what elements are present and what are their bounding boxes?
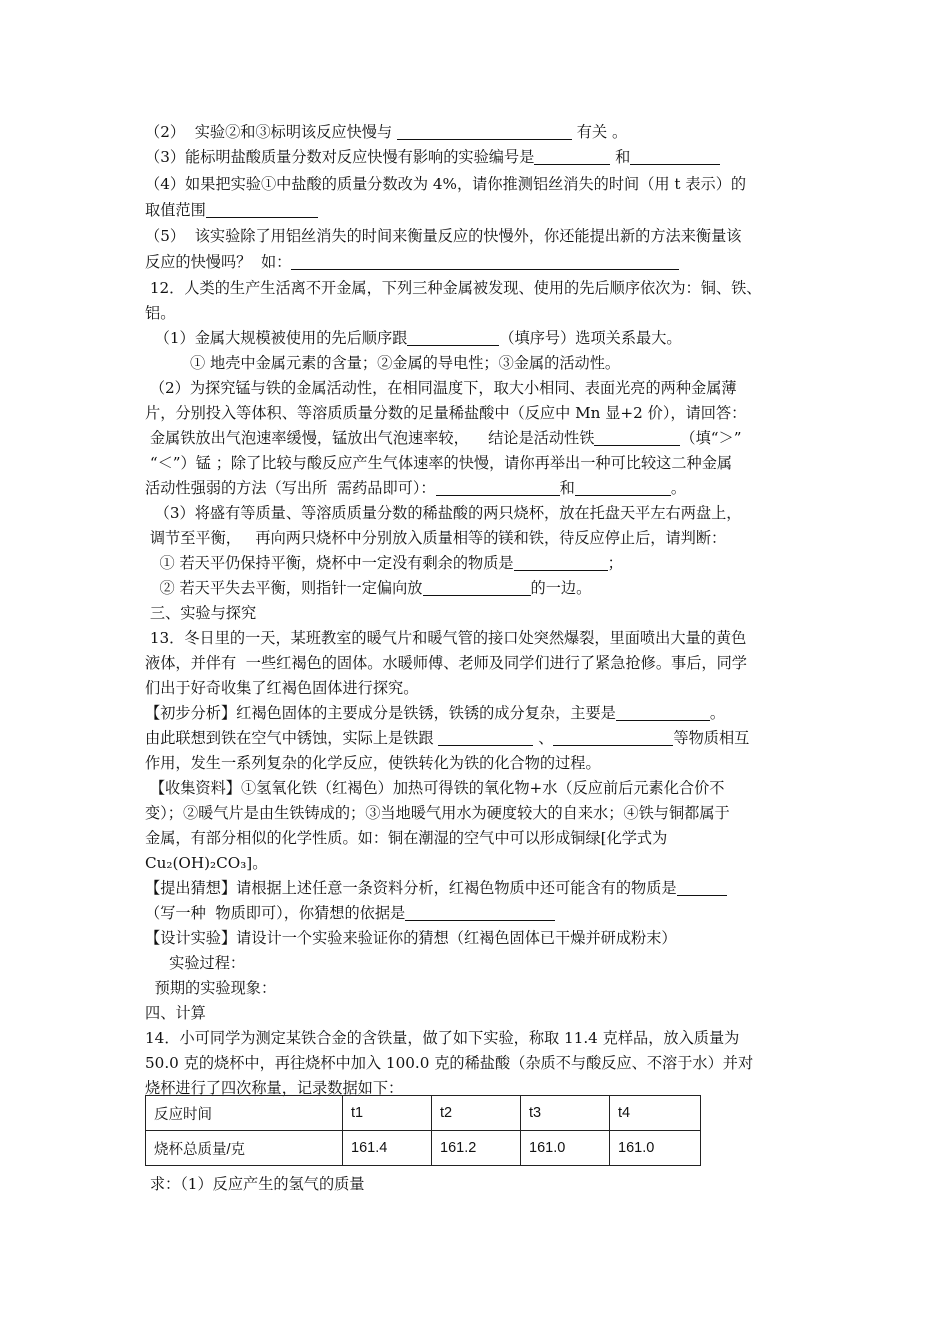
answer-blank[interactable]	[438, 729, 533, 746]
text: （写一种 物质即可），你猜想的依据是	[145, 904, 406, 922]
text: 和	[610, 148, 631, 166]
text: 12．人类的生产生活离不开金属，下列三种金属被发现、使用的先后顺序依次为：铜、铁、	[145, 279, 762, 297]
answer-blank[interactable]	[616, 704, 710, 721]
text: 【设计实验】请设计一个实验来验证你的猜想（红褐色固体已干燥并研成粉末）	[145, 929, 677, 947]
experiment-process	[145, 951, 245, 975]
text: “＜”）锰 ；除了比较与酸反应产生气体速率的快慢，请你再举出一种可比较这二种金属	[145, 454, 733, 472]
text: 预期的实验现象：	[145, 979, 277, 997]
text: 变）；②暖气片是由生铁铸成的；③当地暖气用水为硬度较大的自来水；④铁与铜都属于	[145, 804, 730, 822]
question-11-part-5-cont	[145, 250, 679, 274]
text: （4）如果把实验①中盐酸的质量分数改为 4%，请你推测铝丝消失的时间（用 t 表示）的	[145, 175, 747, 193]
question-11-part-2	[145, 120, 627, 144]
answer-blank[interactable]	[407, 329, 499, 346]
text: 【提出猜想】请根据上述任意一条资料分析，红褐色物质中还可能含有的物质是	[145, 879, 677, 897]
answer-blank[interactable]	[575, 479, 671, 496]
text: （3）能标明盐酸质量分数对反应快慢有影响的实验编号是	[145, 148, 535, 166]
text: （2） 实验②和③标明该反应快慢与	[145, 123, 397, 141]
question-11-part-4	[145, 172, 746, 196]
text: 反应的快慢吗？ 如：	[145, 253, 292, 271]
question-12-part-1	[145, 326, 682, 350]
section-heading-4	[145, 1001, 206, 1025]
collect-information-cont2	[145, 826, 667, 850]
question-12-part-2-cont2	[145, 451, 732, 475]
text: （2）为探究锰与铁的金属活动性，在相同温度下，取大小相同、表面光亮的两种金属薄	[145, 379, 737, 397]
weighing-data-table	[145, 1095, 701, 1166]
answer-blank[interactable]	[206, 201, 318, 218]
text: （5） 该实验除了用铝丝消失的时间来衡量反应的快慢外，你还能提出新的方法来衡量该	[145, 227, 742, 245]
question-12-stem-cont	[145, 301, 175, 325]
table-row	[146, 1131, 701, 1166]
table-cell: t3	[521, 1096, 610, 1131]
answer-blank[interactable]	[397, 123, 572, 140]
question-12-options	[190, 351, 620, 375]
text: 。	[670, 479, 686, 497]
question-14-stem	[145, 1026, 739, 1050]
section-heading-3	[145, 601, 256, 625]
text: 活动性强弱的方法（写出所 需药品即可）：	[145, 479, 436, 497]
text: 调节至平衡， 再向两只烧杯中分别放入质量相等的镁和铁，待反应停止后，请判断：	[145, 529, 727, 547]
question-12-stem	[145, 276, 761, 300]
answer-blank[interactable]	[677, 879, 727, 896]
text: 。	[709, 704, 725, 722]
text: 13．冬日里的一天，某班教室的暖气片和暖气管的接口处突然爆裂，里面喷出大量的黄色	[145, 629, 747, 647]
table-cell: 161.0	[521, 1131, 610, 1166]
answer-blank[interactable]	[436, 479, 560, 496]
text: 片，分别投入等体积、等溶质质量分数的足量稀盐酸中（反应中 Mn 显+2 价），请回答：	[145, 404, 747, 422]
text: 四、计算	[145, 1004, 206, 1022]
question-12-part-2	[145, 376, 737, 400]
text: ；	[607, 554, 623, 572]
text: 金属，有部分相似的化学性质。如：铜在潮湿的空气中可以形成铜绿[化学式为	[145, 829, 668, 847]
text: 有关 。	[571, 123, 628, 141]
text: 等物质相互	[673, 729, 750, 747]
question-12-part-3-a	[145, 551, 623, 575]
table-cell: 反应时间	[146, 1096, 343, 1131]
table-cell: t4	[610, 1096, 701, 1131]
table-cell: 161.0	[610, 1131, 701, 1166]
question-14-part-1	[145, 1172, 365, 1196]
preliminary-analysis-cont2	[145, 751, 601, 775]
preliminary-analysis	[145, 701, 725, 725]
answer-blank[interactable]	[630, 148, 720, 165]
chemical-formula: Cu₂(OH)₂CO₃]。	[145, 854, 268, 872]
question-12-part-2-cont	[145, 401, 746, 425]
expected-phenomenon	[145, 976, 276, 1000]
answer-blank[interactable]	[514, 554, 608, 571]
question-12-part-3	[145, 501, 741, 525]
collect-information	[145, 776, 725, 800]
text: （3）将盛有等质量、等溶质质量分数的稀盐酸的两只烧杯，放在托盘天平左右两盘上，	[145, 504, 742, 522]
text: 和	[559, 479, 575, 497]
answer-blank[interactable]	[423, 579, 531, 596]
table-cell: t1	[343, 1096, 432, 1131]
collect-information-cont	[145, 801, 730, 825]
answer-blank[interactable]	[534, 148, 610, 165]
question-13-stem-cont	[145, 651, 747, 675]
question-12-part-3-b	[145, 576, 591, 600]
table-cell: t2	[432, 1096, 521, 1131]
text: 取值范围	[145, 201, 206, 219]
table-cell: 161.4	[343, 1131, 432, 1166]
question-14-stem-cont	[145, 1051, 753, 1075]
text: 的一边。	[530, 579, 592, 597]
table-cell: 烧杯总质量/克	[146, 1131, 343, 1166]
text: 由此联想到铁在空气中锈蚀，实际上是铁跟	[145, 729, 439, 747]
text: ① 若天平仍保持平衡，烧杯中一定没有剩余的物质是	[145, 554, 514, 572]
answer-blank[interactable]	[405, 904, 555, 921]
text: 实验过程：	[145, 954, 246, 972]
text: 们出于好奇收集了红褐色固体进行探究。	[145, 679, 419, 697]
text: （填序号）选项关系最大。	[499, 329, 682, 347]
question-11-part-4-cont	[145, 198, 318, 222]
text: 【收集资料】①氢氧化铁（红褐色）加热可得铁的氧化物+水（反应前后元素化合价不	[145, 779, 725, 797]
table-cell: 161.2	[432, 1131, 521, 1166]
answer-blank[interactable]	[291, 253, 679, 270]
text: 【初步分析】红褐色固体的主要成分是铁锈，铁锈的成分复杂，主要是	[145, 704, 616, 722]
question-11-part-5	[145, 224, 741, 248]
hypothesis	[145, 876, 727, 900]
answer-blank[interactable]	[553, 729, 673, 746]
question-12-part-3-cont	[145, 526, 726, 550]
text: ② 若天平失去平衡，则指针一定偏向放	[145, 579, 423, 597]
text: 求：（1）反应产生的氢气的质量	[145, 1175, 365, 1193]
collect-information-formula	[145, 851, 267, 875]
text: 50.0 克的烧杯中，再往烧杯中加入 100.0 克的稀盐酸（杂质不与酸反应、不溶于水）并对	[145, 1054, 754, 1072]
question-13-stem-cont2	[145, 676, 418, 700]
preliminary-analysis-cont	[145, 726, 749, 750]
hypothesis-cont	[145, 901, 555, 925]
text: 金属铁放出气泡速率缓慢，锰放出气泡速率较， 结论是活动性铁	[145, 429, 595, 447]
text: 液体，并伴有 一些红褐色的固体。水暖师傅、老师及同学们进行了紧急抢修。事后，同学	[145, 654, 747, 672]
answer-blank[interactable]	[594, 429, 680, 446]
question-12-part-2-answer	[145, 426, 741, 450]
text: 三、实验与探究	[145, 604, 257, 622]
text: 烧杯进行了四次称量，记录数据如下：	[145, 1079, 404, 1097]
text: 、	[533, 729, 554, 747]
text: 铝。	[145, 304, 176, 322]
question-11-part-3	[145, 145, 720, 169]
text: （填“＞”	[680, 429, 742, 447]
text: 作用，发生一系列复杂的化学反应，使铁转化为铁的化合物的过程。	[145, 754, 601, 772]
question-12-part-2-method	[145, 476, 686, 500]
question-13-stem	[145, 626, 746, 650]
text: （1）金属大规模被使用的先后顺序跟	[145, 329, 408, 347]
design-experiment	[145, 926, 677, 950]
text: 14．小可同学为测定某铁合金的含铁量，做了如下实验，称取 11.4 克样品，放入质量为	[145, 1029, 740, 1047]
table-row	[146, 1096, 701, 1131]
text: ① 地壳中金属元素的含量；②金属的导电性；③金属的活动性。	[190, 354, 621, 372]
